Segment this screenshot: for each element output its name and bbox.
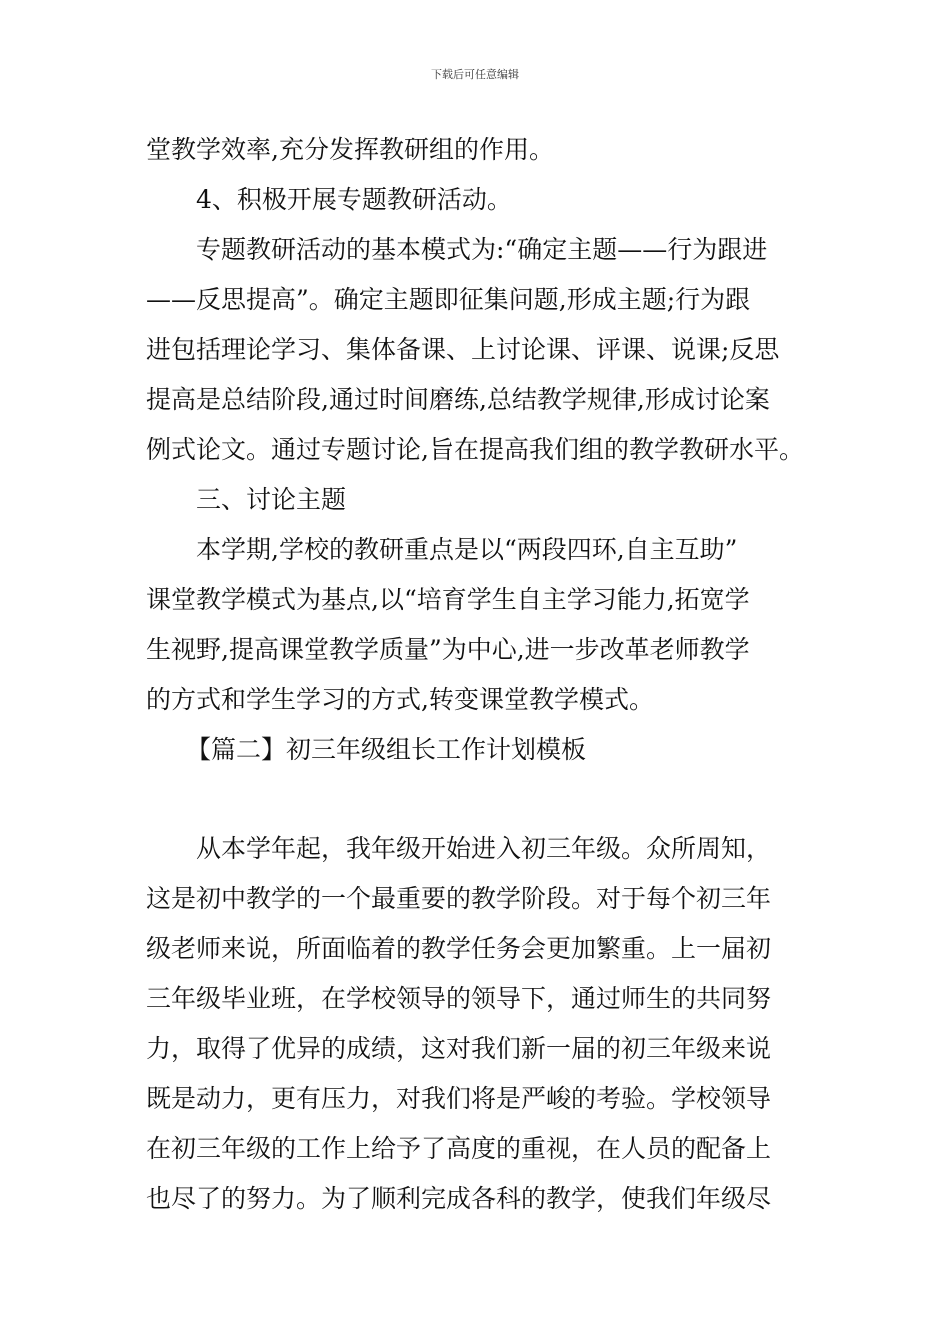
paragraph-line: 堂教学效率,充分发挥教研组的作用。 bbox=[146, 135, 554, 164]
paragraph-line: 进包括理论学习、集体备课、上讨论课、评课、说课;反思 bbox=[146, 335, 780, 364]
page-header: 下载后可任意编辑 bbox=[431, 68, 519, 81]
section-heading: 三、讨论主题 bbox=[196, 485, 347, 514]
paragraph-line: 级老师来说，所面临着的教学任务会更加繁重。上一届初 bbox=[146, 934, 772, 963]
paragraph-line: 课堂教学模式为基点,以“培育学生自主学习能力,拓宽学 bbox=[146, 585, 750, 614]
paragraph-line: 这是初中教学的一个最重要的教学阶段。对于每个初三年 bbox=[146, 884, 772, 913]
paragraph-line: 例式论文。通过专题讨论,旨在提高我们组的教学教研水平。 bbox=[146, 435, 804, 464]
paragraph-line: 力，取得了优异的成绩，这对我们新一届的初三年级来说 bbox=[146, 1034, 772, 1063]
paragraph-line: ——反思提高”。确定主题即征集问题,形成主题;行为跟 bbox=[146, 285, 751, 314]
paragraph-line: 提高是总结阶段,通过时间磨练,总结教学规律,形成讨论案 bbox=[146, 385, 770, 414]
paragraph-line: 的方式和学生学习的方式,转变课堂教学模式。 bbox=[146, 685, 654, 714]
paragraph-line: 生视野,提高课堂教学质量”为中心,进一步改革老师教学 bbox=[146, 635, 750, 664]
paragraph-line: 既是动力，更有压力，对我们将是严峻的考验。学校领导 bbox=[146, 1084, 772, 1113]
paragraph-line: 在初三年级的工作上给予了高度的重视，在人员的配备上 bbox=[146, 1134, 772, 1163]
paragraph-line: 也尽了的努力。为了顺利完成各科的教学，使我们年级尽 bbox=[146, 1184, 772, 1213]
paragraph-line: 专题教研活动的基本模式为:“确定主题——行为跟进 bbox=[196, 235, 768, 264]
paragraph-line: 从本学年起，我年级开始进入初三年级。众所周知， bbox=[196, 834, 772, 863]
article-title: 【篇二】初三年级组长工作计划模板 bbox=[186, 735, 587, 764]
section-heading: 4、积极开展专题教研活动。 bbox=[196, 185, 512, 214]
paragraph-line: 本学期,学校的教研重点是以“两段四环,自主互助” bbox=[196, 535, 738, 564]
paragraph-line: 三年级毕业班，在学校领导的领导下，通过师生的共同努 bbox=[146, 984, 772, 1013]
